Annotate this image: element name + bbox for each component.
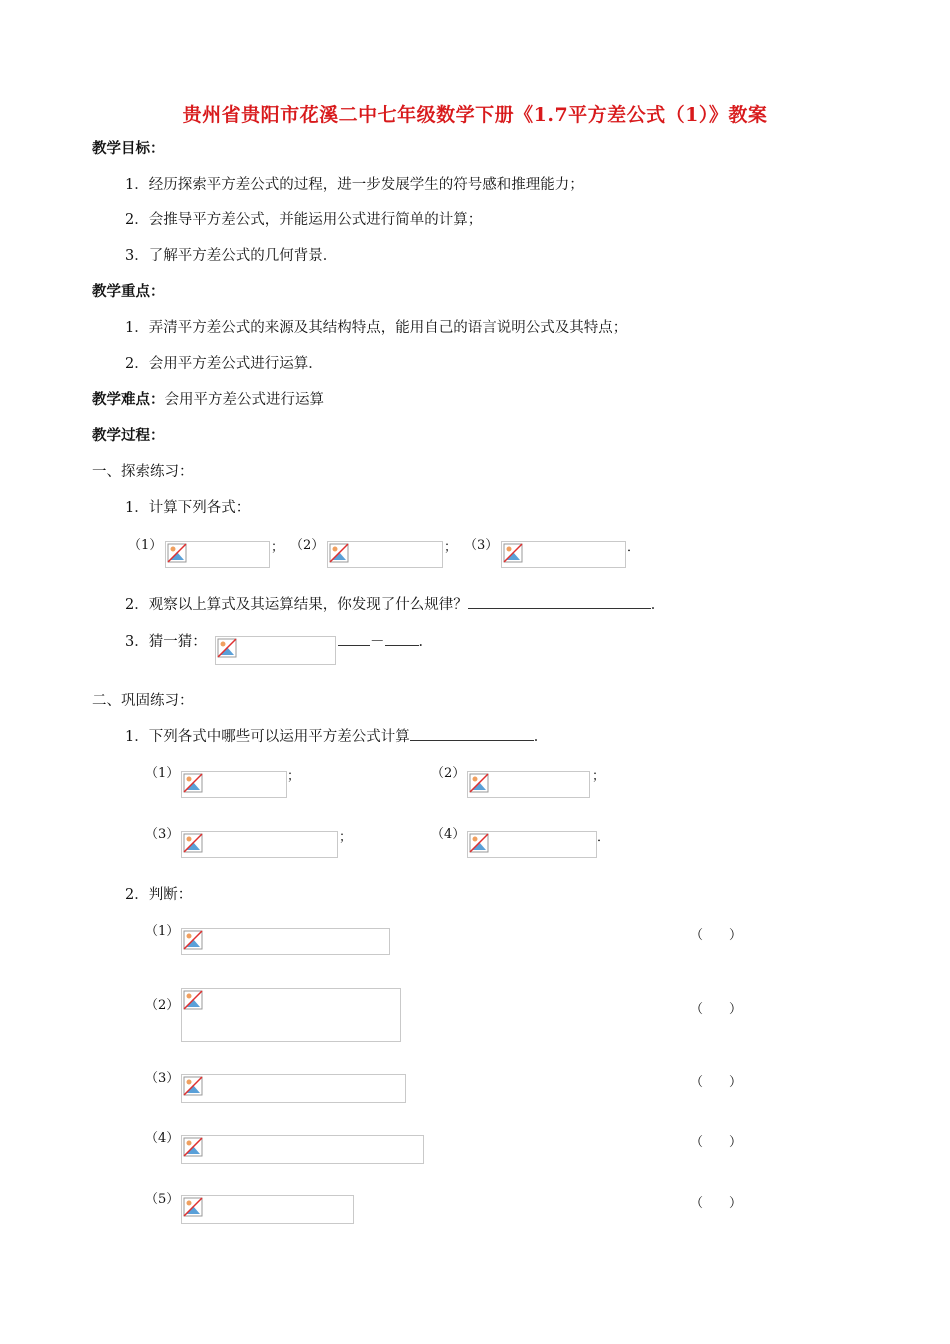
label: （4）	[145, 1131, 180, 1146]
broken-image-icon	[183, 1197, 203, 1217]
label: （1）	[145, 766, 180, 781]
formula-image	[215, 636, 336, 665]
broken-image-icon	[217, 638, 237, 658]
separator: ；	[592, 769, 606, 784]
section2-q1-text: 1．下列各式中哪些可以运用平方差公式计算	[125, 729, 410, 745]
broken-image-icon	[183, 990, 203, 1010]
label: （1）	[128, 538, 163, 553]
formula-image	[467, 831, 597, 858]
answer-blank[interactable]	[385, 645, 419, 646]
section2-q2: 2．判断：	[125, 887, 193, 903]
answer-blank[interactable]	[410, 740, 534, 741]
broken-image-icon	[329, 543, 349, 563]
label: （3）	[145, 827, 180, 842]
broken-image-icon	[183, 833, 203, 853]
formula-image	[181, 771, 287, 798]
label: （1）	[145, 924, 180, 939]
period: ．	[418, 634, 433, 650]
page-title: 贵州省贵阳市花溪二中七年级数学下册《1.7平方差公式（1）》教案	[182, 104, 768, 126]
period: ．	[597, 830, 611, 845]
objective-item: 1．经历探索平方差公式的过程，进一步发展学生的符号感和推理能力；	[125, 177, 584, 193]
broken-image-icon	[469, 773, 489, 793]
label: （2）	[290, 538, 325, 553]
section1-q1: 1．计算下列各式：	[125, 500, 251, 516]
formula-image	[181, 988, 401, 1042]
judge-answer-paren[interactable]: （ ）	[690, 1002, 743, 1017]
section1-q3: 3．猜一猜：	[125, 634, 207, 650]
objective-item: 3．了解平方差公式的几何背景．	[125, 248, 338, 264]
answer-blank[interactable]	[468, 608, 651, 609]
key-points-heading: 教学重点：	[92, 283, 165, 300]
key-point-item: 2．会用平方差公式进行运算．	[125, 356, 323, 372]
period: ．	[627, 540, 641, 555]
guess-blanks	[338, 633, 433, 651]
broken-image-icon	[183, 930, 203, 950]
broken-image-icon	[183, 1076, 203, 1096]
label: （3）	[464, 538, 499, 553]
period: ．	[650, 597, 666, 613]
separator: ；	[444, 540, 458, 555]
formula-image	[181, 1135, 424, 1164]
difficulty-heading: 教学难点：	[92, 391, 165, 408]
formula-image	[467, 771, 590, 798]
formula-image	[181, 831, 338, 858]
minus-sign: －	[370, 634, 385, 650]
label: （3）	[145, 1071, 180, 1086]
judge-answer-paren[interactable]: （ ）	[690, 928, 743, 943]
formula-image	[165, 541, 270, 568]
judge-answer-paren[interactable]: （ ）	[690, 1075, 743, 1090]
judge-answer-paren[interactable]: （ ）	[690, 1196, 743, 1211]
difficulty-line	[92, 391, 324, 409]
separator: ；	[339, 830, 353, 845]
section2-heading: 二、巩固练习：	[92, 693, 194, 709]
broken-image-icon	[503, 543, 523, 563]
broken-image-icon	[183, 773, 203, 793]
section1-heading: 一、探索练习：	[92, 464, 194, 480]
section1-q2-text: 2．观察以上算式及其运算结果，你发现了什么规律？	[125, 597, 468, 613]
label: （2）	[431, 766, 466, 781]
section2-q1	[125, 728, 548, 746]
formula-image	[181, 1195, 354, 1224]
broken-image-icon	[167, 543, 187, 563]
label: （4）	[431, 827, 466, 842]
separator: ；	[271, 540, 285, 555]
process-heading: 教学过程：	[92, 427, 165, 444]
objectives-heading: 教学目标：	[92, 140, 165, 157]
objective-item: 2．会推导平方差公式，并能运用公式进行简单的计算；	[125, 212, 483, 228]
broken-image-icon	[183, 1137, 203, 1157]
broken-image-icon	[469, 833, 489, 853]
judge-answer-paren[interactable]: （ ）	[690, 1135, 743, 1150]
section1-q2	[125, 596, 665, 614]
formula-image	[327, 541, 443, 568]
label: （5）	[145, 1192, 180, 1207]
formula-image	[181, 928, 390, 955]
key-point-item: 1．弄清平方差公式的来源及其结构特点，能用自己的语言说明公式及其特点；	[125, 320, 628, 336]
period: ．	[533, 729, 549, 745]
difficulty-text: 会用平方差公式进行运算	[164, 392, 324, 408]
separator: ；	[287, 769, 301, 784]
label: （2）	[145, 998, 180, 1013]
formula-image	[501, 541, 626, 568]
formula-image	[181, 1074, 406, 1103]
answer-blank[interactable]	[338, 645, 370, 646]
